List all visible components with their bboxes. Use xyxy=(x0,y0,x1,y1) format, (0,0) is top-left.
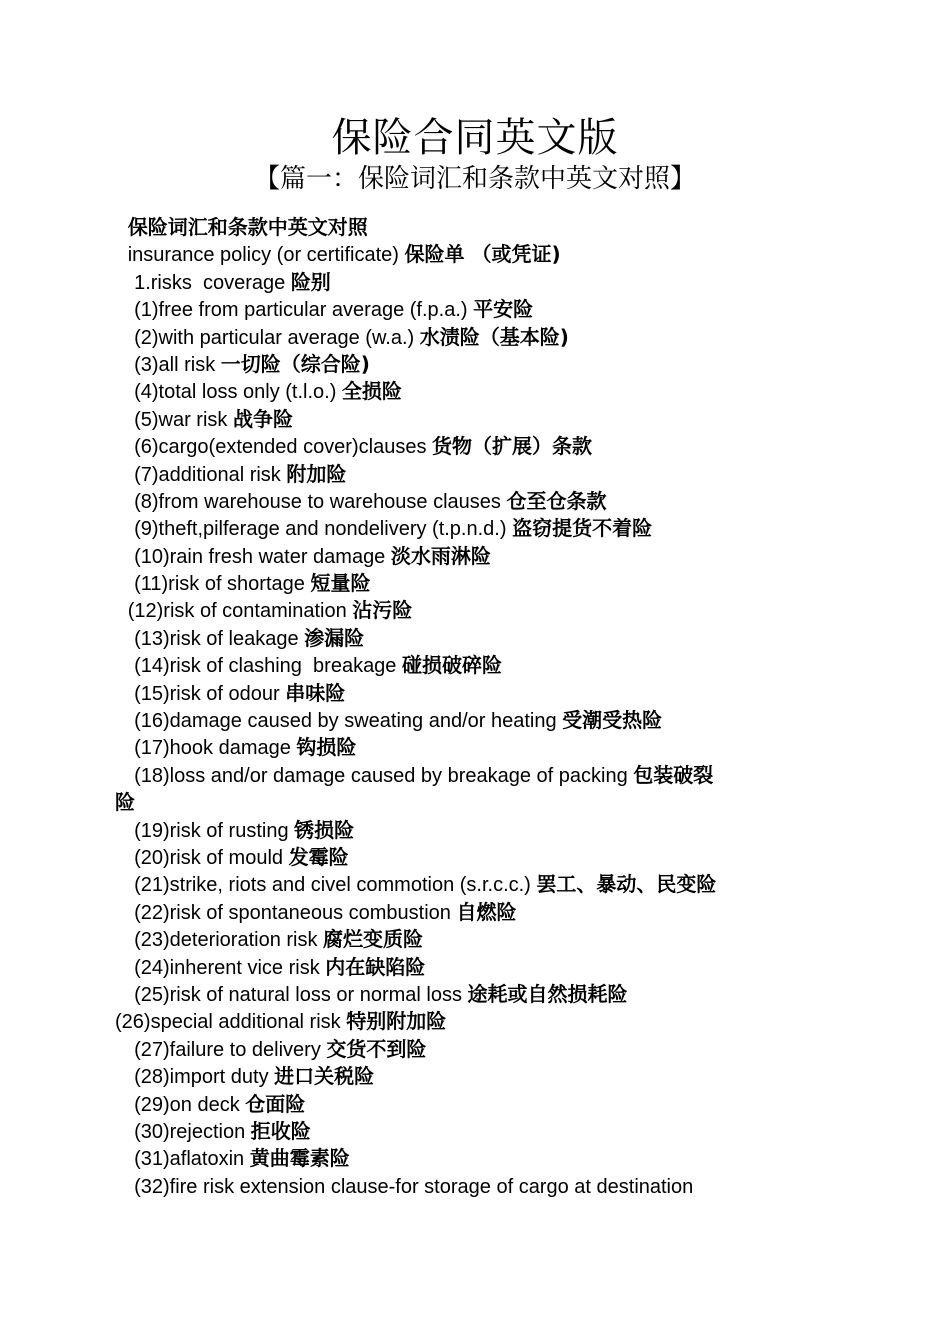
entry-chinese: 险别 xyxy=(290,269,331,294)
entry-english: (17)hook damage xyxy=(134,737,297,760)
entry-english: (25)risk of natural loss or normal loss xyxy=(134,983,468,1006)
glossary-entry xyxy=(115,899,835,926)
entry-chinese: 淡水雨淋险 xyxy=(390,543,491,568)
entry-english: (32)fire risk extension clause-for storage of cargo at destination xyxy=(134,1175,694,1198)
entry-chinese-continuation: 险 xyxy=(115,790,135,815)
glossary-entry xyxy=(115,406,835,433)
glossary-entry xyxy=(115,680,835,707)
entry-chinese: 罢工、暴动、民变险 xyxy=(536,872,717,897)
entry-english: (26)special additional risk xyxy=(115,1011,347,1034)
entry-chinese: 保险单 （或凭证) xyxy=(404,242,561,267)
entry-chinese: 货物（扩展）条款 xyxy=(432,434,592,459)
entry-chinese: 全损险 xyxy=(341,379,402,404)
glossary-entry xyxy=(115,269,835,296)
entry-chinese: 短量险 xyxy=(310,571,371,596)
glossary-entry xyxy=(115,954,835,981)
glossary-entry xyxy=(115,1036,835,1063)
section-heading xyxy=(115,214,835,241)
glossary-entry xyxy=(115,461,835,488)
entry-chinese: 拒收险 xyxy=(250,1118,311,1143)
glossary-entry xyxy=(115,1008,835,1035)
entry-english: (7)additional risk xyxy=(134,463,287,486)
entry-english: insurance policy (or certificate) xyxy=(127,244,405,267)
glossary-body xyxy=(115,214,835,1200)
entry-chinese: 腐烂变质险 xyxy=(323,927,424,952)
entry-english: (13)risk of leakage xyxy=(134,627,305,650)
glossary-entry xyxy=(115,433,835,460)
glossary-entry xyxy=(115,1173,835,1200)
glossary-entry xyxy=(115,1118,835,1145)
entry-chinese: 钩损险 xyxy=(296,735,357,760)
glossary-entry-continuation xyxy=(115,789,835,816)
glossary-entry xyxy=(115,734,835,761)
glossary-entry xyxy=(115,378,835,405)
document-subtitle: 【篇一：保险词汇和条款中英文对照】 xyxy=(253,164,696,194)
entry-chinese: 自燃险 xyxy=(456,899,517,924)
glossary-entry xyxy=(115,1091,835,1118)
entry-english: (8)from warehouse to warehouse clauses xyxy=(134,490,507,513)
glossary-entry xyxy=(115,296,835,323)
glossary-entry xyxy=(115,570,835,597)
glossary-entry xyxy=(115,351,835,378)
entry-english: (5)war risk xyxy=(134,408,233,431)
glossary-entry xyxy=(115,817,835,844)
entry-english: (15)risk of odour xyxy=(134,682,286,705)
entry-chinese: 附加险 xyxy=(286,461,347,486)
entry-english: (27)failure to delivery xyxy=(134,1038,327,1061)
entry-english: (1)free from particular average (f.p.a.) xyxy=(134,299,474,322)
glossary-entry xyxy=(115,543,835,570)
glossary-entry xyxy=(115,844,835,871)
entry-english: (6)cargo(extended cover)clauses xyxy=(134,436,432,459)
entry-english: (19)risk of rusting xyxy=(134,819,295,842)
entry-chinese: 仓面险 xyxy=(245,1091,306,1116)
entry-chinese: 受潮受热险 xyxy=(562,708,663,733)
glossary-entry xyxy=(115,762,835,789)
entry-chinese: 平安险 xyxy=(473,297,534,322)
entry-chinese: 战争险 xyxy=(232,406,293,431)
glossary-entry xyxy=(115,488,835,515)
entry-english: (11)risk of shortage xyxy=(134,573,311,596)
entry-english: (10)rain fresh water damage xyxy=(134,545,391,568)
glossary-entry xyxy=(115,241,835,268)
entry-english: (22)risk of spontaneous combustion xyxy=(134,901,457,924)
entry-chinese: 盗窃提货不着险 xyxy=(512,516,653,541)
entry-chinese: 黄曲霉素险 xyxy=(249,1146,350,1171)
glossary-entry xyxy=(115,981,835,1008)
entry-english: (4)total loss only (t.l.o.) xyxy=(134,381,342,404)
entry-english: (18)loss and/or damage caused by breakage of packing xyxy=(134,764,634,787)
glossary-entry xyxy=(115,652,835,679)
glossary-entry xyxy=(115,707,835,734)
entry-english: (2)with particular average (w.a.) xyxy=(134,326,420,349)
entry-chinese: 一切险（综合险) xyxy=(220,351,370,376)
entry-chinese: 保险词汇和条款中英文对照 xyxy=(127,215,368,239)
entry-english: (21)strike, riots and civel commotion (s.r.c.c.) xyxy=(134,874,537,897)
entry-chinese: 碰损破碎险 xyxy=(402,653,502,678)
entry-english: (29)on deck xyxy=(134,1093,246,1116)
glossary-entry xyxy=(115,1145,835,1172)
entry-english: (30)rejection xyxy=(134,1120,251,1143)
entry-english: (3)all risk xyxy=(134,353,221,376)
entry-english: (9)theft,pilferage and nondelivery (t.p.n.d.) xyxy=(134,518,513,541)
entry-chinese: 包装破裂 xyxy=(633,762,714,787)
entry-chinese: 锈损险 xyxy=(294,817,355,842)
entry-chinese: 发霉险 xyxy=(288,844,349,869)
glossary-entry xyxy=(115,926,835,953)
entry-chinese: 交货不到险 xyxy=(326,1036,427,1061)
entry-chinese: 沾污险 xyxy=(352,598,413,623)
entry-english: (28)import duty xyxy=(134,1066,275,1089)
entry-chinese: 途耗或自然损耗险 xyxy=(467,981,628,1006)
glossary-entry xyxy=(115,625,835,652)
entry-chinese: 串味险 xyxy=(285,680,346,705)
entry-english: (23)deterioration risk xyxy=(134,929,324,952)
document-title: 保险合同英文版 xyxy=(331,115,619,161)
entry-english: 1.risks coverage xyxy=(134,271,291,294)
entry-english: (12)risk of contamination xyxy=(127,600,353,623)
entry-chinese: 渗漏险 xyxy=(304,625,365,650)
glossary-entry xyxy=(115,515,835,542)
entry-chinese: 特别附加险 xyxy=(346,1009,447,1034)
entry-english: (31)aflatoxin xyxy=(134,1148,250,1171)
entry-chinese: 仓至仓条款 xyxy=(506,488,607,513)
entry-english: (24)inherent vice risk xyxy=(134,956,326,979)
entry-english: (16)damage caused by sweating and/or heating xyxy=(134,710,563,733)
entry-chinese: 内在缺陷险 xyxy=(325,954,426,979)
glossary-entry xyxy=(115,1063,835,1090)
glossary-entry xyxy=(115,324,835,351)
glossary-entry xyxy=(115,597,835,624)
entry-chinese: 进口关税险 xyxy=(274,1064,375,1089)
entry-english: (20)risk of mould xyxy=(134,846,289,869)
glossary-entry xyxy=(115,871,835,898)
entry-chinese: 水渍险（基本险) xyxy=(419,324,569,349)
entry-english: (14)risk of clashing breakage xyxy=(134,655,402,678)
